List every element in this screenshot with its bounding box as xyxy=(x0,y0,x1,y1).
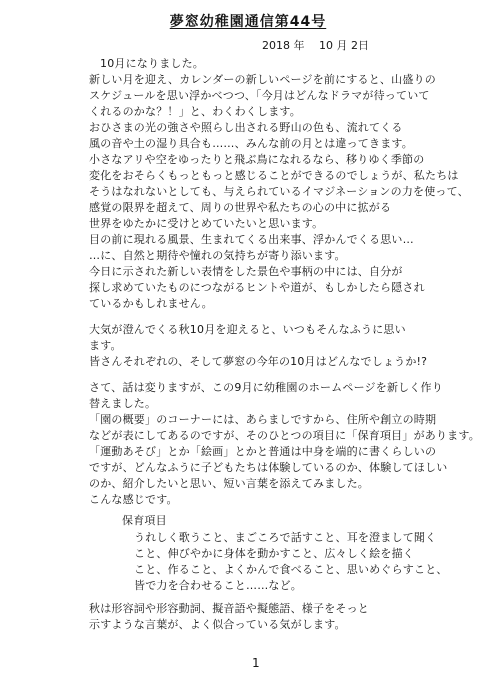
body-line: 探し求めていたものにつながるヒントや道が、もしかしたら隠され xyxy=(89,281,425,294)
body-line: おひさまの光の強さや照らし出される野山の色も、流れてくる xyxy=(89,121,403,134)
body-line: 「園の概要」のコーナーには、あらましですから、住所や創立の時期 xyxy=(89,413,437,426)
body-line: こんな感じです。 xyxy=(89,493,178,506)
closing-line: 示すような言葉が、よく似合っている気がします。 xyxy=(89,618,346,631)
body-line: などが表にしてあるのですが、そのひとつの項目に「保育項目」があります。 xyxy=(89,429,480,442)
body-line: さて、話は変りますが、この9月に幼稚園のホームページを新しく作り xyxy=(89,381,443,394)
issue-date: 2018 年 10 月 2日 xyxy=(262,39,369,52)
body-line: 変化をおそらくもっともっと感じることができるのでしょうが、私たちは xyxy=(89,169,459,182)
closing-line: 秋は形容詞や形容動詞、擬音語や擬態語、様子をそっと xyxy=(89,602,369,615)
body-line: 「運動あそび」とか「絵画」とかと普通は中身を端的に書くらしいの xyxy=(89,445,437,458)
body-line: 替えました。 xyxy=(89,397,157,410)
body-line: スケジュールを思い浮かべつつ、「今月はどんなドラマが待っていて xyxy=(89,89,430,102)
care-item-line: 皆で力を合わせること……など。 xyxy=(134,579,302,592)
body-line: 小さなアリや空をゆったりと飛ぶ鳥になれるなら、移りゆく季節の xyxy=(89,153,425,166)
care-item-line: こと、作ること、よくかんで食べること、思いめぐらすこと、 xyxy=(134,563,448,576)
body-line: そうはなれないとしても、与えられているイマジネーションの力を使って、 xyxy=(89,185,469,198)
body-line: ですが、どんなふうに子どもたちは体験しているのか、体験してほしい xyxy=(89,461,448,474)
body-line: 風の音や土の湿り具合も……、みんな前の月とは違ってきます。 xyxy=(89,137,413,150)
care-item-line: こと、伸びやかに身体を動かすこと、広々しく絵を描く xyxy=(134,547,414,560)
body-line: 新しい月を迎え、カレンダーの新しいページを前にすると、山盛りの xyxy=(89,73,436,86)
body-line: のか、紹介したいと思い、短い言葉を添えてみました。 xyxy=(89,477,369,490)
body-line: ているかもしれません。 xyxy=(89,297,213,310)
body-line: 10月になりました。 xyxy=(100,57,204,70)
body-line: くれるのかな？！」と、わくわくします。 xyxy=(89,105,301,118)
body-line: ます。 xyxy=(89,339,122,352)
page-number: 1 xyxy=(252,656,260,670)
body-line: …に、自然と期待や憧れの気持ちが寄り添います。 xyxy=(89,249,346,262)
newsletter-title: 夢窓幼稚園通信第44号 xyxy=(169,14,327,30)
body-line: 世界をゆたかに受けとめていたいと思います。 xyxy=(89,217,324,230)
body-line: 感覚の限界を超えて、周りの世界や私たちの心の中に拡がる xyxy=(89,201,392,214)
body-line: 大気が澄んでくる秋10月を迎えると、いつもそんなふうに思い xyxy=(89,323,406,336)
body-line: 皆さんそれぞれの、そして夢窓の今年の10月はどんなでしょうか!? xyxy=(89,355,428,368)
care-item-line: うれしく歌うこと、まごころで話すこと、耳を澄まして聞く xyxy=(134,531,437,544)
body-line: 目の前に現れる風景、生まれてくる出来事、浮かんでくる思い… xyxy=(89,233,414,246)
body-line: 今日に示された新しい表情をした景色や事柄の中には、自分が xyxy=(89,265,403,278)
care-items-heading: 保育項目 xyxy=(122,514,167,527)
